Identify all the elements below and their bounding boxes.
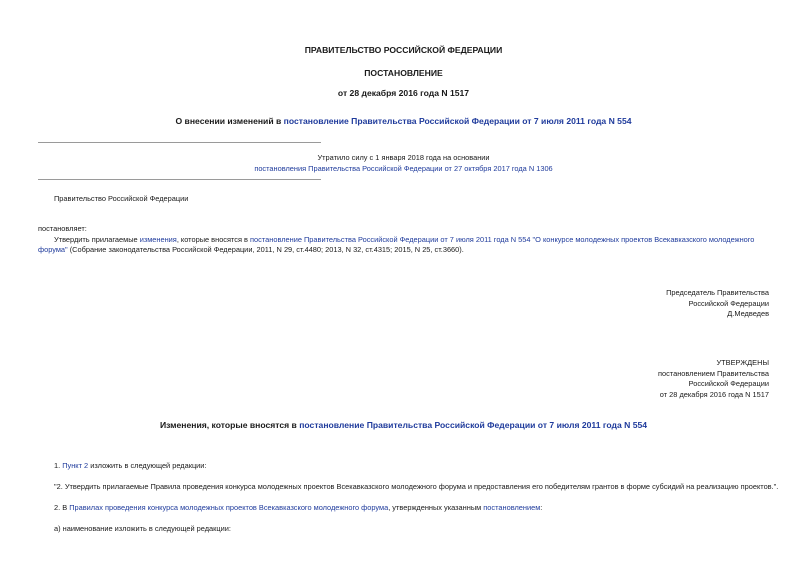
- item-1-quote: "2. Утвердить прилагаемые Правила проведения конкурса молодежных проектов Всекавказского молодежного форума и предоставления его победителям грантов в форме субсидий на реализацию проектов.".: [54, 482, 779, 491]
- approved-line3: Российской Федерации: [688, 379, 769, 388]
- header-date-number: от 28 декабря 2016 года N 1517: [337, 88, 470, 98]
- signature-line1: Председатель Правительства: [666, 288, 769, 297]
- decrees-label: постановляет:: [38, 224, 87, 233]
- title-prefix: О внесении изменений в: [175, 116, 284, 126]
- approved-line4: от 28 декабря 2016 года N 1517: [659, 390, 769, 399]
- item-2-rules-link[interactable]: Правилах проведения конкурса молодежных проектов Всекавказского молодежного форума: [69, 503, 389, 512]
- item-1: [54, 461, 207, 470]
- status-repeal-link[interactable]: постановления Правительства Российской Федерации от 27 октября 2017 года N 1306: [254, 164, 553, 173]
- item-2-sub-a: а) наименование изложить в следующей редакции:: [54, 524, 231, 533]
- p1-text-b: , которые вносятся в: [176, 235, 251, 244]
- p1-decree-link-cont[interactable]: форума": [38, 245, 68, 254]
- p1-decree-link[interactable]: постановление Правительства Российской Федерации от 7 июля 2011 года N 554 "О конкурсе молодежных проектов Всекавказского молодежного: [250, 235, 755, 244]
- item-2-num: 2. В: [54, 503, 70, 512]
- item-2-colon: :: [540, 503, 543, 512]
- item-1-point-link[interactable]: Пункт 2: [62, 461, 89, 470]
- header-doc-type: ПОСТАНОВЛЕНИЕ: [364, 68, 443, 78]
- title-link[interactable]: постановление Правительства Российской Федерации от 7 июля 2011 года N 554: [283, 116, 632, 126]
- header-org: ПРАВИТЕЛЬСТВО РОССИЙСКОЙ ФЕДЕРАЦИИ: [304, 45, 503, 55]
- government-label: Правительство Российской Федерации: [54, 194, 189, 203]
- changes-title-link[interactable]: постановление Правительства Российской Федерации от 7 июля 2011 года N 554: [299, 420, 648, 430]
- paragraph-1-line1: [54, 235, 770, 244]
- signature-line3: Д.Медведев: [727, 309, 769, 318]
- rule-top: [38, 142, 321, 143]
- document-title: [0, 116, 807, 126]
- rule-bottom: [38, 179, 321, 180]
- changes-title: [0, 420, 807, 430]
- signature-line2: Российской Федерации: [688, 299, 769, 308]
- status-line1: Утратило силу с 1 января 2018 года на основании: [317, 153, 490, 162]
- item-1-num: 1.: [54, 461, 63, 470]
- p1-changes-link[interactable]: изменения: [139, 235, 177, 244]
- item-2: [54, 503, 542, 512]
- item-2-text: , утвержденных указанным: [388, 503, 484, 512]
- paragraph-1-line2: [38, 245, 464, 254]
- p1-text-a: Утвердить прилагаемые: [54, 235, 140, 244]
- approved-line1: УТВЕРЖДЕНЫ: [716, 358, 769, 367]
- item-1-text: изложить в следующей редакции:: [88, 461, 207, 470]
- item-2-decree-link[interactable]: постановлением: [483, 503, 541, 512]
- changes-title-prefix: Изменения, которые вносятся в: [159, 420, 300, 430]
- approved-line2: постановлением Правительства: [658, 369, 769, 378]
- p1-text-c: (Собрание законодательства Российской Федерации, 2011, N 29, ст.4480; 2013, N 32, ст.4315; 2015, N 25, ст.3660).: [67, 245, 464, 254]
